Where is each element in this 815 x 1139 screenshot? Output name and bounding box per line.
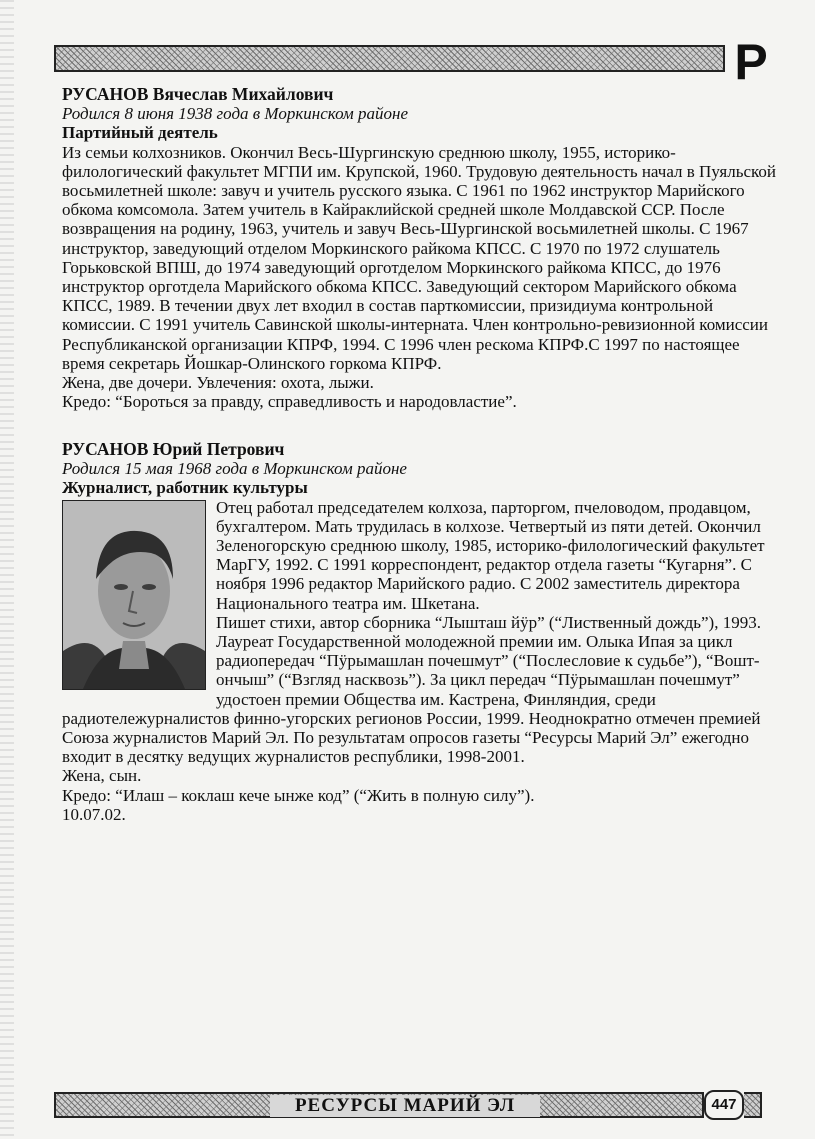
header-bar bbox=[54, 45, 725, 72]
birth-info: Родился 8 июня 1938 года в Моркинском районе bbox=[62, 104, 409, 124]
biography-entry bbox=[62, 85, 778, 411]
publication-title: РЕСУРСЫ МАРИЙ ЭЛ bbox=[270, 1095, 540, 1117]
date-paragraph: 10.07.02. bbox=[62, 804, 126, 824]
birth-info: Родился 15 мая 1968 года в Моркинском районе bbox=[62, 459, 407, 479]
biography-entry bbox=[62, 440, 778, 824]
credo-paragraph: Кредо: “Бороться за правду, справедливость и народовластие”. bbox=[62, 392, 517, 412]
awards-paragraph: Лауреат Государственной молодежной премии им. Олыка Ипая за цикл радиопередач “Пӱрымашлан почешмут” (“Послесловие к судьбе”), “Вошт-ончыш” (“Взгляд насквозь”). За цикл передач “Пӱрымашлан почешмут” удостоен премии Общества им. Кастрена, Финляндия, среди радиотележурналистов финно-угорских регионов России, 1999. Неоднократно отмечен премией Союза журналистов Марий Эл. По результатам опросов газеты “Ресурсы Марий Эл” ежегодно входит в десятку ведущих журналистов республики, 1998-2001. bbox=[62, 632, 761, 767]
portrait-photo bbox=[62, 500, 206, 690]
occupation: Партийный деятель bbox=[62, 123, 218, 143]
portrait-image bbox=[63, 501, 205, 689]
biography-paragraph: Отец работал председателем колхоза, парторгом, пчеловодом, продавцом, бухгалтером. Мать трудилась в колхозе. Четвертый из пяти детей. Окончил Зеленогорскую среднюю школу, 1985, историко-филологический факультет МарГУ, 1992. С 1991 корреспондент, редактор отдела газеты “Кугарня”. С ноября 1996 редактор Марийского радио. С 2002 заместитель директора Национального театра им. Шкетана. bbox=[216, 497, 765, 613]
scan-edge bbox=[0, 0, 14, 1139]
family-paragraph: Жена, две дочери. Увлечения: охота, лыжи. bbox=[62, 373, 374, 393]
section-letter: Р bbox=[734, 34, 768, 90]
credo-paragraph: Кредо: “Илаш – коклаш кече ынже код” (“Жить в полную силу”). bbox=[62, 785, 535, 805]
biography-paragraph: Из семьи колхозников. Окончил Весь-Шургинскую среднюю школу, 1955, историко-филологический факультет МГПИ им. Крупской, 1960. Трудовую деятельность начал в Пуяльской восьмилетней школе: завуч и учитель русского языка. С 1961 по 1962 инструктор Марийского обкома комсомола. Затем учитель в Кайраклийской средней школе Молдавской ССР. После возвращения на родину, 1963, учитель и завуч Весь-Шургинской восьмилетней школы. С 1967 инструктор, заведующий отделом Моркинского райкома КПСС. С 1970 по 1972 слушатель Горьковской ВПШ, до 1974 заведующий орготделом Моркинского райкома КПСС, до 1976 инструктор орготдела Марийского обкома КПСС. Заведующий сектором Марийского обкома КПСС, 1989. В течении двух лет входил в состав парткомиссии, призидиума контрольной комиссии. С 1991 учитель Савинской школы-интерната. Член контрольно-ревизионной комиссии Республиканской организации КПРФ, 1994. С 1996 член рескома КПРФ.С 1997 по настоящее время секретарь Йошкар-Олинского горкома КПРФ. bbox=[62, 142, 776, 373]
page-number: 447 bbox=[704, 1090, 744, 1120]
family-paragraph: Жена, сын. bbox=[62, 766, 142, 786]
occupation: Журналист, работник культуры bbox=[62, 478, 308, 498]
works-paragraph: Пишет стихи, автор сборника “Лышташ йӱр” (“Лиственный дождь”), 1993. bbox=[216, 612, 761, 632]
person-name: РУСАНОВ Юрий Петрович bbox=[62, 439, 285, 459]
person-name: РУСАНОВ Вячеслав Михайлович bbox=[62, 84, 334, 104]
footer-tail bbox=[744, 1092, 762, 1118]
